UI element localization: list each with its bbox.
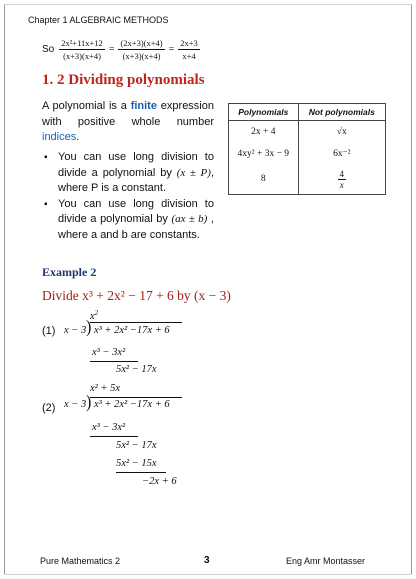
part-2-label: (2): [42, 402, 56, 414]
table-row: [229, 143, 386, 165]
part-2-divisor: x − 3: [64, 399, 87, 410]
rule-item: [42, 197, 214, 244]
column-header: Polynomials: [229, 104, 299, 121]
rule-math: (x ± P): [176, 166, 211, 179]
part-2-step-2: 5x² − 17x: [116, 440, 157, 451]
division-bracket: ): [86, 393, 92, 412]
footer-author: Eng Amr Montasser: [286, 556, 366, 566]
fraction-2: [118, 38, 164, 61]
fraction-1: [59, 38, 105, 61]
fraction-1-numerator: 2x²+11x+12: [61, 38, 103, 48]
table-row: [229, 165, 386, 195]
part-1-divisor: x − 3: [64, 325, 87, 336]
page-border-top: [4, 4, 412, 5]
part-1-step-2: 5x² − 17x: [116, 364, 157, 375]
polynomials-table: [228, 103, 386, 195]
table-cell: 6x⁻²: [298, 143, 385, 165]
fraction-3: [178, 38, 200, 61]
rule-item: [42, 150, 214, 197]
intro-text-3: .: [76, 131, 80, 143]
table-cell: √x: [298, 121, 385, 143]
equals-sign: =: [168, 44, 175, 55]
page-border-left: [4, 4, 5, 574]
footer-book-title: Pure Mathematics 2: [40, 556, 121, 566]
table-cell: 8: [229, 165, 299, 195]
chapter-header: Chapter 1 ALGEBRAIC METHODS: [28, 15, 169, 25]
rule-text: You can use long division to divide a polynomial by: [58, 197, 214, 225]
part-1-step-1: x³ − 3x²: [92, 347, 126, 358]
example-title: Example 2: [42, 265, 97, 279]
so-label: So: [42, 44, 55, 55]
problem-statement: Divide x³ + 2x² − 17 + 6 by (x − 3): [42, 288, 231, 303]
finite-keyword: finite: [130, 100, 157, 112]
part-2-dividend: x³ + 2x² −17x + 6: [94, 399, 170, 410]
table-row: [229, 121, 386, 143]
column-header: Not polynomials: [298, 104, 385, 121]
part-2-step-4: −2x + 6: [142, 476, 177, 487]
division-bracket: ): [86, 318, 92, 337]
table-cell: 4xy² + 3x − 9: [229, 143, 299, 165]
rule-text: , where a and b are constants.: [58, 213, 214, 241]
table-cell: 2x + 4: [229, 121, 299, 143]
subtraction-bar: [90, 361, 138, 362]
part-1-label: (1): [42, 325, 56, 337]
quotient-base: x: [90, 311, 95, 322]
table-header-row: [229, 104, 386, 121]
page-border-right: [411, 4, 412, 574]
quotient-exponent: 2: [94, 309, 99, 317]
fraction-numerator: 4: [339, 168, 345, 179]
intro-paragraph: [42, 99, 214, 146]
table-cell: [298, 165, 385, 195]
fraction-2-denominator: (x+3)(x+4): [122, 51, 161, 61]
subtraction-bar: [90, 436, 138, 437]
fraction-3-numerator: 2x+3: [180, 38, 198, 48]
section-title: 1. 2 Dividing polynomials: [42, 72, 205, 88]
rules-list: [42, 150, 214, 243]
fraction-denominator: x: [339, 179, 344, 190]
part-2-quotient: x² + 5x: [90, 383, 121, 394]
part-2-step-3: 5x² − 15x: [116, 458, 157, 469]
simplification-line: [42, 38, 202, 61]
four-over-x-fraction: [338, 169, 347, 190]
page-number: 3: [204, 555, 210, 566]
equals-sign: =: [108, 44, 115, 55]
fraction-2-numerator: (2x+3)(x+4): [120, 38, 163, 48]
rule-text: You can use long division to divide a polynomial by: [58, 151, 214, 179]
part-2-step-1: x³ − 3x²: [92, 422, 126, 433]
fraction-3-denominator: x+4: [182, 51, 196, 61]
subtraction-bar: [116, 472, 166, 473]
rule-math: (ax ± b): [171, 213, 208, 225]
division-bar: [90, 322, 182, 323]
intro-text-1: A polynomial is a: [42, 100, 131, 112]
intro-text-2: expression with positive whole number: [42, 100, 214, 128]
indices-keyword: indices: [42, 131, 77, 143]
part-1-dividend: x³ + 2x² −17x + 6: [94, 325, 170, 336]
page-border-bottom: [4, 574, 412, 575]
fraction-1-denominator: (x+3)(x+4): [63, 51, 101, 61]
rule-text: , where P is a constant.: [58, 166, 214, 194]
division-bar: [90, 397, 182, 398]
